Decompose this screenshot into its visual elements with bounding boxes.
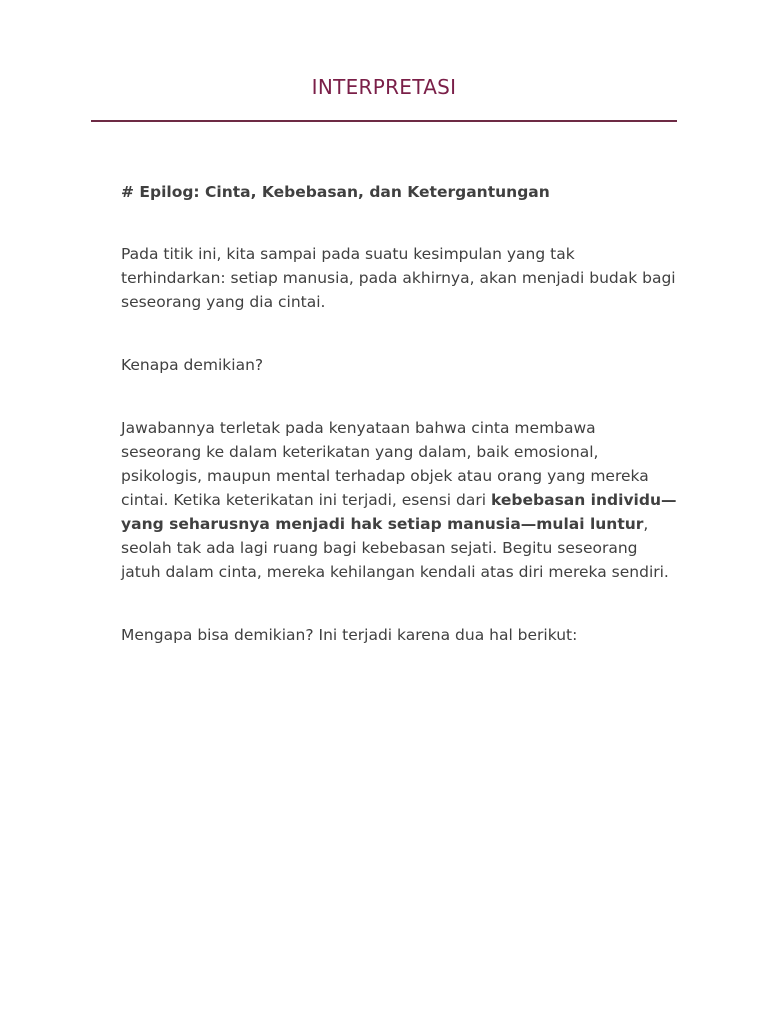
paragraph-3-text-end: , seolah tak ada lagi ruang bagi kebebasan sejati. Begitu seseorang jatuh dalam cinta, mereka kehilangan kendali atas diri mereka sendiri. — [121, 515, 669, 581]
section-heading: # Epilog: Cinta, Kebebasan, dan Ketergantungan — [121, 183, 550, 201]
paragraph-4: Mengapa bisa demikian? Ini terjadi karena dua hal berikut: — [121, 626, 578, 644]
paragraph-2: Kenapa demikian? — [121, 356, 264, 374]
paragraph-3 — [121, 416, 677, 584]
paragraph-1: Pada titik ini, kita sampai pada suatu kesimpulan yang tak terhindarkan: setiap manusia, pada akhirnya, akan menjadi budak bagi seseorang yang dia cintai. — [121, 245, 676, 311]
page-title: INTERPRETASI — [311, 75, 457, 99]
page-header — [91, 70, 677, 122]
paragraph-3-bold-text: kebebasan individu—yang seharusnya menjadi hak setiap manusia—mulai luntur — [121, 491, 677, 533]
paragraph-3-text-start: Jawabannya terletak pada kenyataan bahwa cinta membawa seseorang ke dalam keterikatan yang dalam, baik emosional, psikologis, maupun mental terhadap objek atau orang yang mereka cintai. Ketika keterikatan ini terjadi, esensi dari — [121, 419, 649, 509]
document-body — [121, 180, 677, 686]
